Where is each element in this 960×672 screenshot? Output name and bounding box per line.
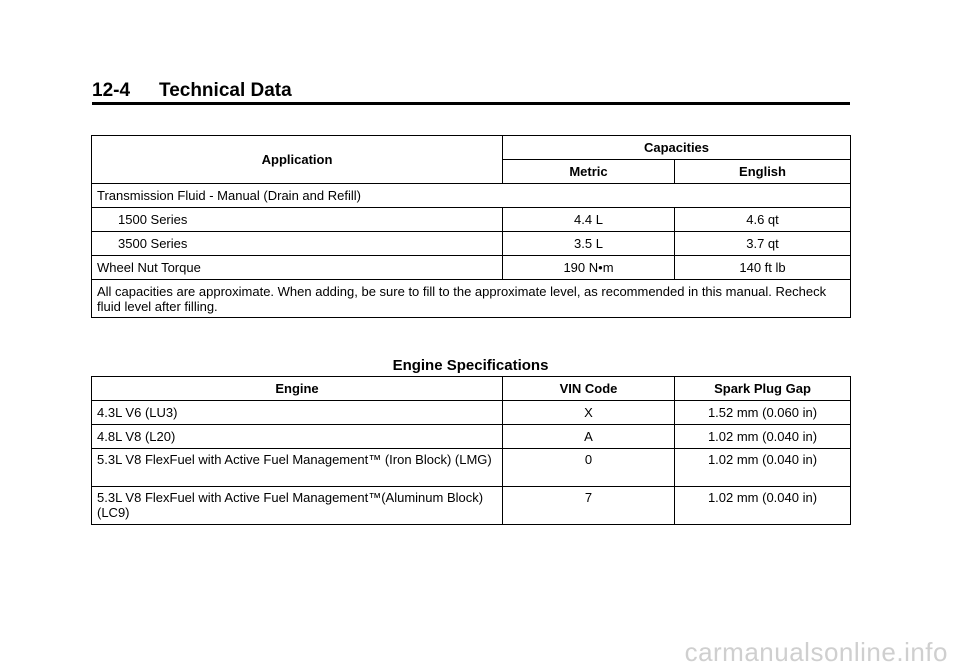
table-row (92, 208, 851, 232)
page-header (92, 80, 850, 106)
engine-cell: 5.3L V8 FlexFuel with Active Fuel Management™ (Iron Block) (LMG) (92, 449, 503, 487)
table-row (92, 425, 851, 449)
metric-value: 3.5 L (503, 232, 675, 256)
gap-cell: 1.52 mm (0.060 in) (675, 401, 851, 425)
table-row (92, 184, 851, 208)
page-number: 12-4 (92, 80, 131, 101)
vin-cell: A (503, 425, 675, 449)
row-label: Transmission Fluid - Manual (Drain and Refill) (92, 184, 851, 208)
table-row (92, 487, 851, 525)
capacities-table (91, 135, 851, 318)
row-label: Wheel Nut Torque (92, 256, 503, 280)
engine-cell: 4.3L V6 (LU3) (92, 401, 503, 425)
spark-plug-gap-header: Spark Plug Gap (675, 377, 851, 401)
engine-specs-title: Engine Specifications (392, 357, 549, 374)
engine-header: Engine (92, 377, 503, 401)
capacities-header: Capacities (503, 136, 851, 160)
english-value: 4.6 qt (675, 208, 851, 232)
table-row (92, 449, 851, 487)
english-header: English (675, 160, 851, 184)
gap-cell: 1.02 mm (0.040 in) (675, 425, 851, 449)
watermark: carmanualsonline.info (684, 637, 948, 667)
gap-cell: 1.02 mm (0.040 in) (675, 449, 851, 487)
vin-cell: 7 (503, 487, 675, 525)
row-label: 3500 Series (92, 232, 503, 256)
capacities-note: All capacities are approximate. When adding, be sure to fill to the approximate level, as recommended in this manual. Recheck fluid level after filling. (92, 280, 851, 318)
vin-code-header: VIN Code (503, 377, 675, 401)
engine-cell: 5.3L V8 FlexFuel with Active Fuel Management™(Aluminum Block) (LC9) (92, 487, 503, 525)
section-title: Technical Data (159, 80, 292, 101)
engine-specs-table (91, 376, 851, 525)
header-rule (92, 102, 850, 105)
application-header: Application (92, 136, 503, 184)
metric-value: 190 N•m (503, 256, 675, 280)
engine-cell: 4.8L V8 (L20) (92, 425, 503, 449)
table-row (92, 280, 851, 318)
table-row (92, 232, 851, 256)
row-label: 1500 Series (92, 208, 503, 232)
gap-cell: 1.02 mm (0.040 in) (675, 487, 851, 525)
table-row (92, 401, 851, 425)
metric-header: Metric (503, 160, 675, 184)
metric-value: 4.4 L (503, 208, 675, 232)
vin-cell: 0 (503, 449, 675, 487)
vin-cell: X (503, 401, 675, 425)
english-value: 3.7 qt (675, 232, 851, 256)
table-row (92, 256, 851, 280)
english-value: 140 ft lb (675, 256, 851, 280)
